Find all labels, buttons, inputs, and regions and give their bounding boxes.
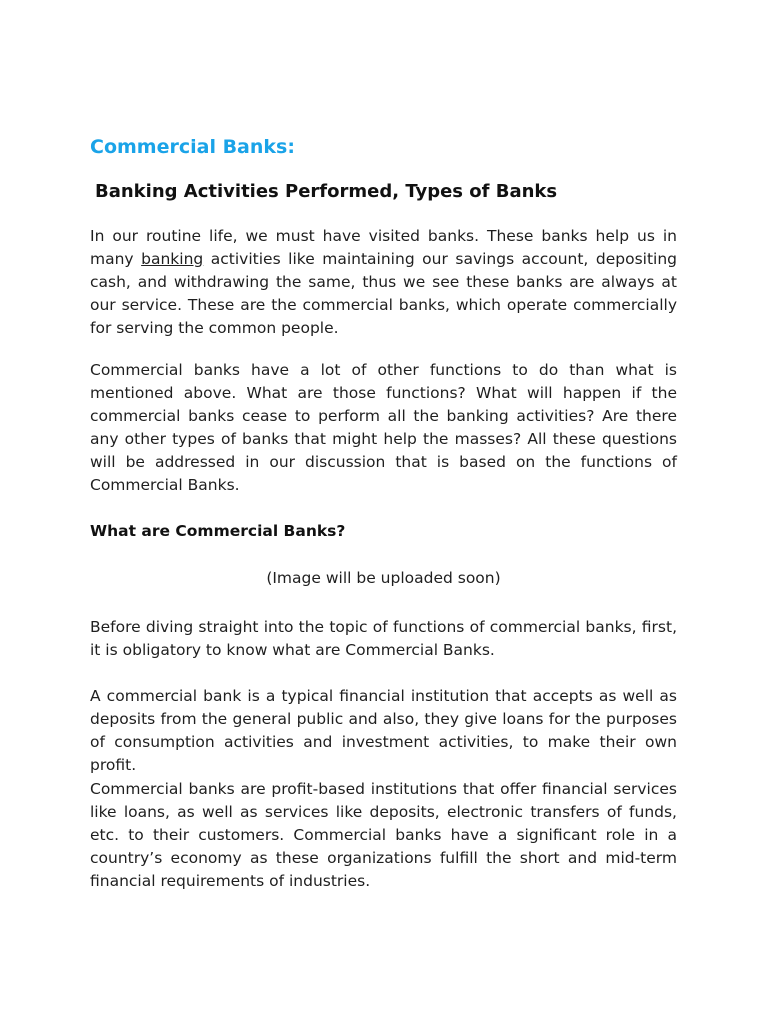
paragraph-before-diving: Before diving straight into the topic of functions of commercial banks, first, it is obligatory to know what are Commercial Banks. — [90, 618, 677, 659]
paragraph-profit-based: Commercial banks are profit-based institutions that offer financial services like loans, as well as services like deposits, electronic transfers of funds, etc. to their customers. Commercial banks have a significant role in a country’s economy as these organizations fulfill the short and mid-term financial requirements of industries. — [90, 780, 677, 890]
page-subtitle: Banking Activities Performed, Types of Banks — [95, 181, 558, 202]
paragraph-intro-rest: activities like maintaining our savings account, depositing cash, and withdrawing the same, thus we see these banks are always at our service. These are the commercial banks, which operate commercially for serving the common people. — [90, 250, 677, 337]
paragraph-definition: A commercial bank is a typical financial institution that accepts as well as deposits from the general public and also, they give loans for the purposes of consumption activities and investment activities, to make their own profit. — [90, 687, 677, 774]
image-placeholder: (Image will be uploaded soon) — [266, 569, 501, 587]
page-title: Commercial Banks: — [90, 136, 295, 158]
section-heading: What are Commercial Banks? — [90, 522, 346, 540]
document-page — [90, 0, 677, 1024]
paragraph-intro — [90, 225, 677, 340]
paragraph-functions: Commercial banks have a lot of other functions to do than what is mentioned above. What are those functions? What will happen if the commercial banks cease to perform all the banking activities? Are there any other types of banks that might help the masses? All these questions will be addressed in our discussion that is based on the functions of Commercial Banks. — [90, 361, 677, 494]
banking-link[interactable]: banking — [141, 250, 204, 268]
paragraph-intro-text: In our routine life, we must have visited banks. These banks help us in many — [90, 227, 677, 268]
